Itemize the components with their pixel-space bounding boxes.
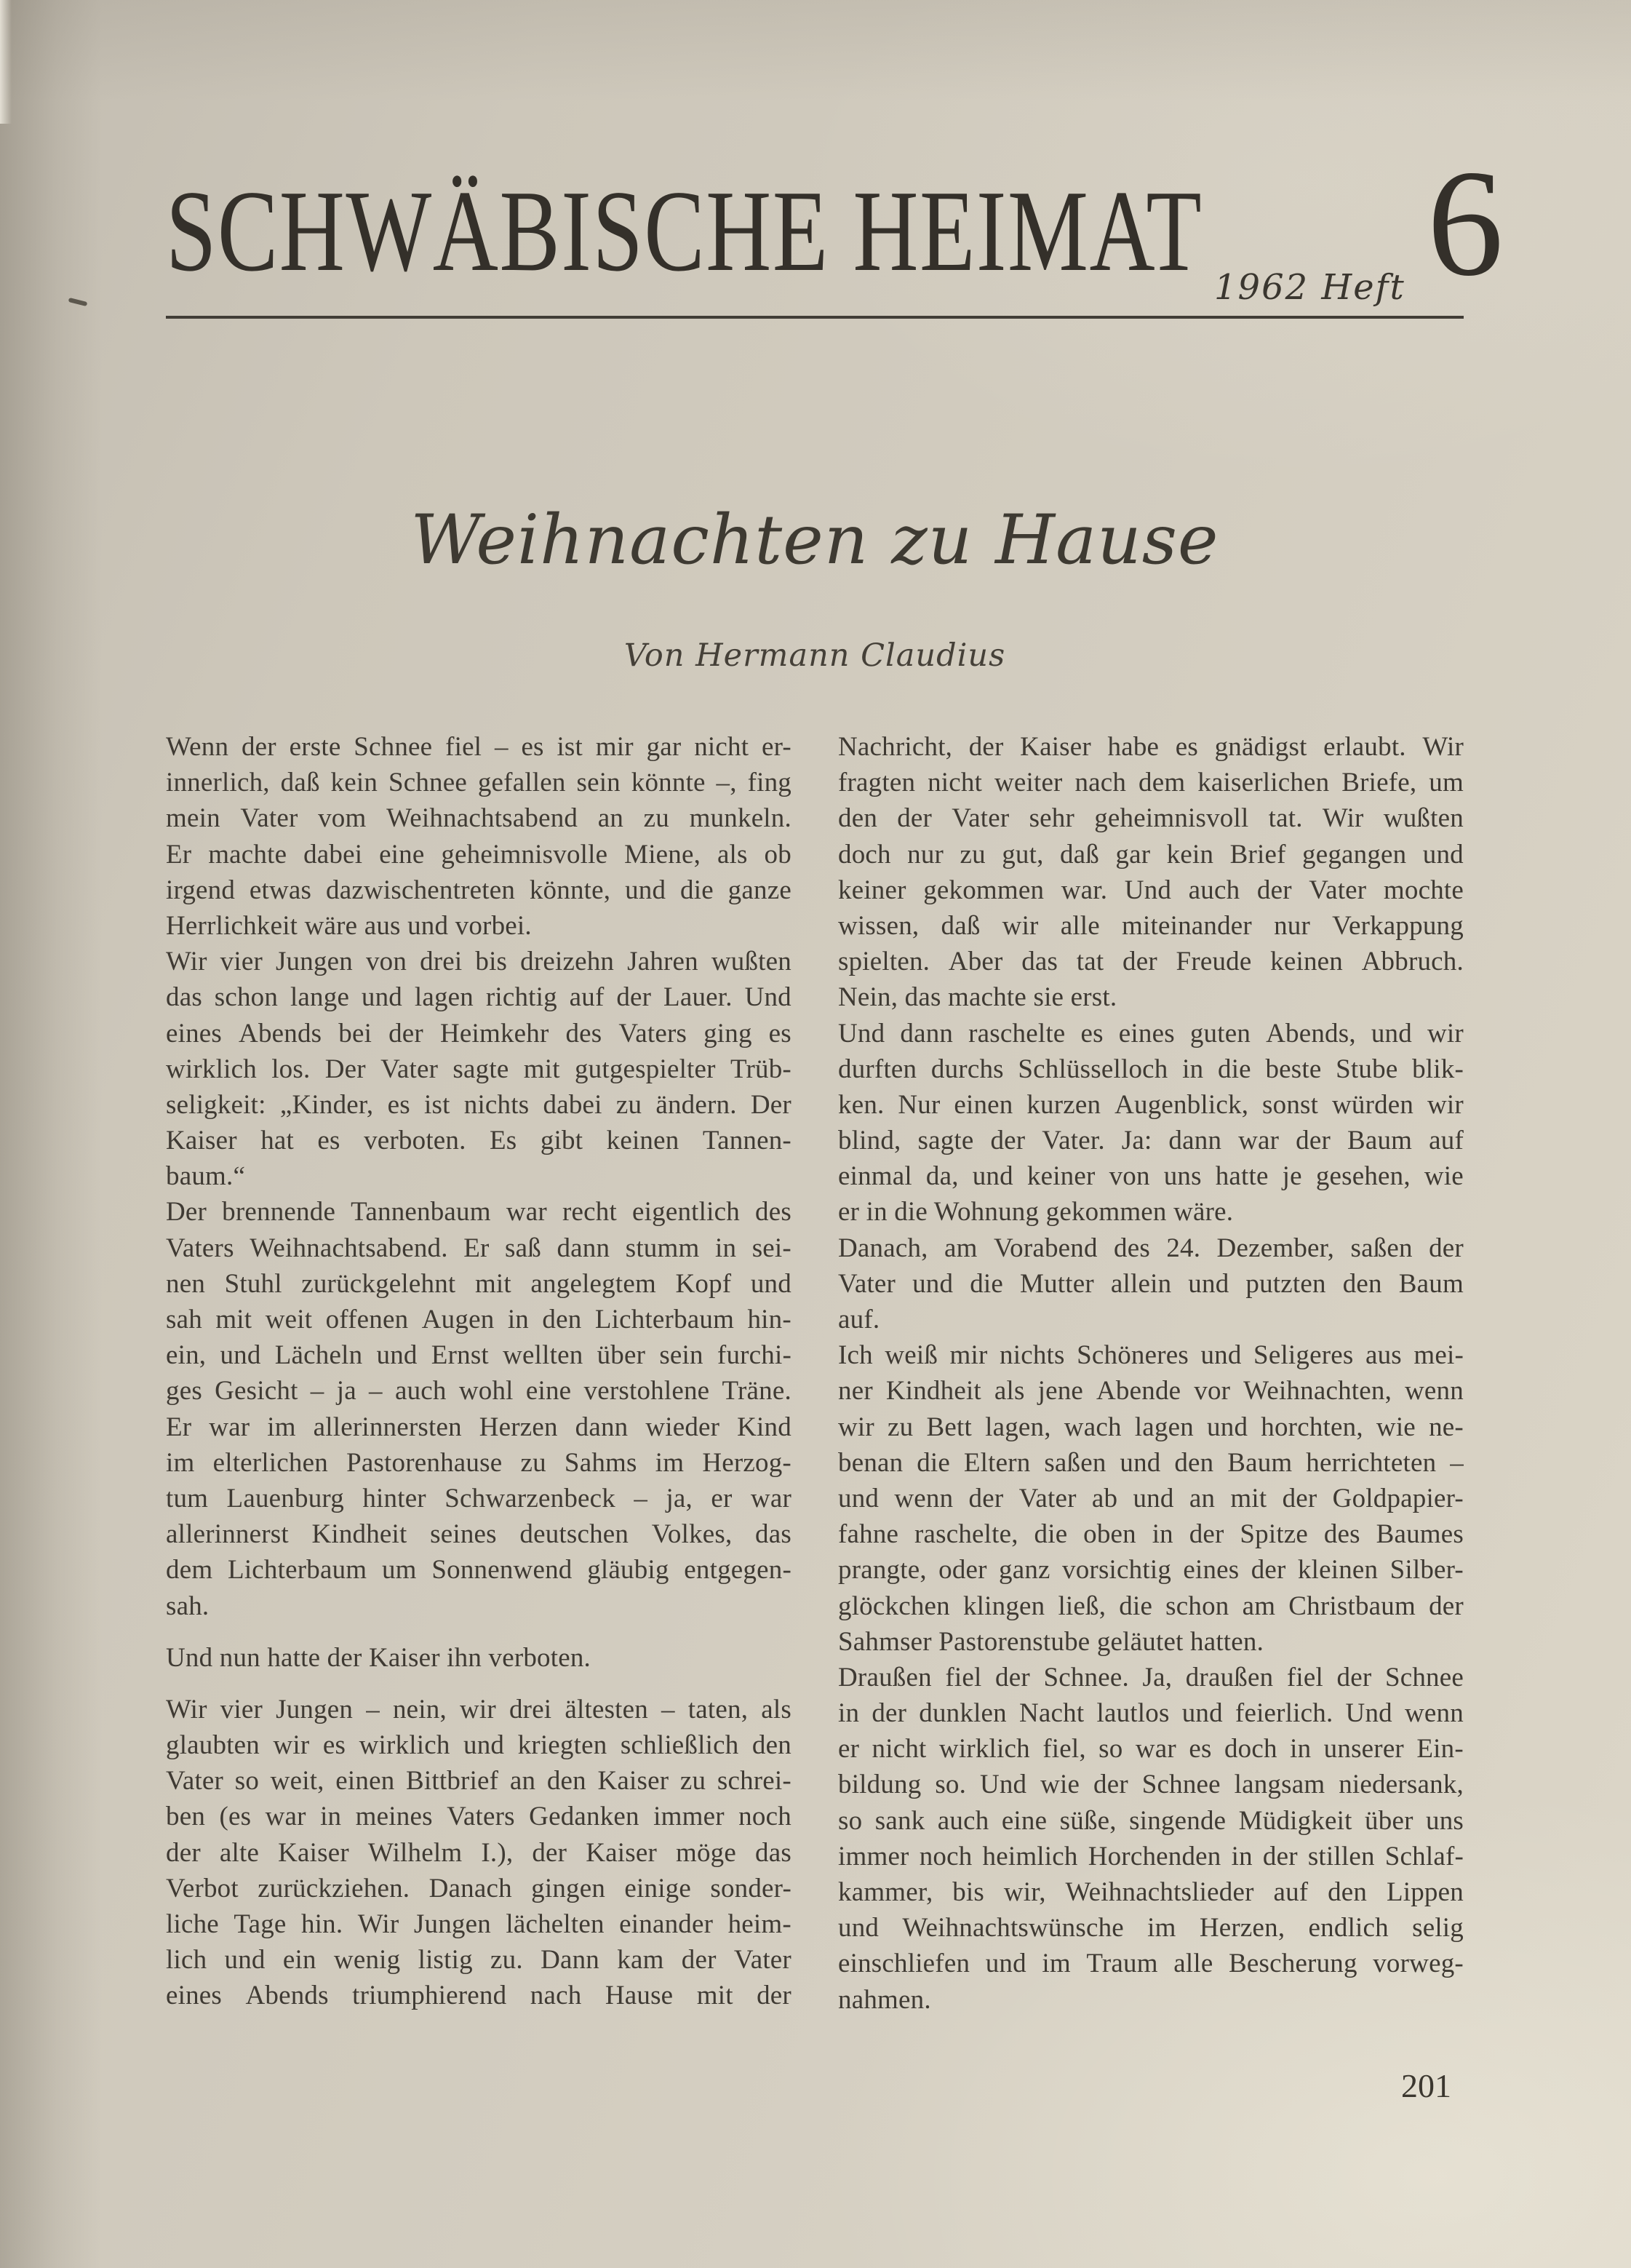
text-line: fahne raschelte, die oben in der Spitze des Baumes: [838, 1519, 1464, 1550]
text-line: Er machte dabei eine geheimnisvolle Miene, als ob: [166, 839, 791, 870]
text-line: das schon lange und lagen richtig auf der Lauer. Und: [166, 982, 791, 1013]
text-line: tum Lauenburg hinter Schwarzenbeck – ja, er war: [166, 1483, 791, 1513]
magazine-title: SCHWÄBISCHE HEIMAT: [166, 166, 1203, 295]
text-line: blind, sagte der Vater. Ja: dann war der Baum auf: [838, 1126, 1464, 1156]
text-line: so sank auch eine süße, singende Müdigkeit über uns: [838, 1805, 1464, 1836]
paragraph: [166, 1692, 791, 2014]
paragraph: [166, 1640, 791, 1676]
text-line: wir zu Bett lagen, wach lagen und horchten, wie ne-: [838, 1412, 1464, 1442]
column-left: [166, 729, 791, 2014]
text-line: prangte, oder ganz vorsichtig eines der kleinen Silber-: [838, 1555, 1464, 1585]
text-line: sah.: [166, 1591, 210, 1621]
text-line: Draußen fiel der Schnee. Ja, draußen fiel der Schnee: [838, 1662, 1464, 1692]
text-line: Herrlichkeit wäre aus und vorbei.: [166, 910, 532, 941]
masthead-divider-rule: [166, 316, 1464, 319]
text-line: benan die Eltern saßen und den Baum herrichteten –: [838, 1447, 1464, 1478]
text-line: nahmen.: [838, 1984, 931, 2015]
text-line: durften durchs Schlüsselloch in die beste Stube blik-: [838, 1054, 1464, 1084]
text-line: Danach, am Vorabend des 24. Dezember, saßen der: [838, 1233, 1464, 1263]
text-line: Wir vier Jungen von drei bis dreizehn Jahren wußten: [166, 947, 791, 977]
text-line: fragten nicht weiter nach dem kaiserlichen Briefe, um: [838, 768, 1464, 798]
text-line: kammer, bis wir, Weihnachtslieder auf den Lippen: [838, 1877, 1464, 1907]
text-line: Und dann raschelte es eines guten Abends, und wir: [838, 1018, 1464, 1049]
text-line: er in die Wohnung gekommen wäre.: [838, 1197, 1234, 1227]
text-line: liche Tage hin. Wir Jungen lächelten einander heim-: [166, 1909, 791, 1939]
text-line: Er war im allerinnersten Herzen dann wieder Kind: [166, 1412, 791, 1442]
text-line: ein, und Lächeln und Ernst wellten über sein furchi-: [166, 1340, 791, 1371]
text-line: in der dunklen Nacht lautlos und feierlich. Und wenn: [838, 1698, 1464, 1729]
text-line: Ich weiß mir nichts Schöneres und Seligeres aus mei-: [838, 1340, 1464, 1371]
text-line: doch nur zu gut, daß gar kein Brief gegangen und: [838, 839, 1464, 870]
text-line: glöckchen klingen ließ, die schon am Christbaum der: [838, 1591, 1464, 1621]
paragraph: [166, 729, 791, 944]
text-line: Vater und die Mutter allein und putzten den Baum: [838, 1268, 1464, 1299]
text-line: mein Vater vom Weihnachtsabend an zu munkeln.: [166, 803, 791, 834]
masthead-year-issue-label: 1962 Heft: [1214, 267, 1405, 308]
text-line: Nachricht, der Kaiser habe es gnädigst erlaubt. Wir: [838, 732, 1464, 762]
text-line: Wenn der erste Schnee fiel – es ist mir gar nicht er-: [166, 732, 791, 762]
text-line: sah mit weit offenen Augen in den Lichterbaum hin-: [166, 1305, 791, 1334]
masthead-title-wrap: [166, 166, 1210, 295]
masthead-issue-number: 6: [1427, 139, 1504, 308]
text-line: immer noch heimlich Horchenden in der stillen Schlaf-: [838, 1841, 1464, 1871]
text-line: Und nun hatte der Kaiser ihn verboten.: [166, 1642, 591, 1673]
text-line: im elterlichen Pastorenhause zu Sahms im Herzog-: [166, 1447, 791, 1478]
text-line: ken. Nur einen kurzen Augenblick, sonst würden wir: [838, 1089, 1464, 1120]
text-line: Verbot zurückziehen. Danach gingen einige sonder-: [166, 1873, 791, 1903]
text-line: seligkeit: „Kinder, es ist nichts dabei zu ändern. Der: [166, 1089, 791, 1120]
paragraph: [838, 1016, 1464, 1230]
text-line: und Weihnachtswünsche im Herzen, endlich selig: [838, 1913, 1464, 1943]
text-line: Vater so weit, einen Bittbrief an den Kaiser zu schrei-: [166, 1766, 791, 1797]
text-line: Wir vier Jungen – nein, wir drei ältesten – taten, als: [166, 1694, 791, 1724]
text-line: Vaters Weihnachtsabend. Er saß dann stumm in sei-: [166, 1233, 791, 1263]
page-left-shadow: [0, 0, 102, 2268]
page-number: 201: [1401, 2067, 1451, 2104]
text-line: er nicht wirklich fiel, so war es doch in unserer Ein-: [838, 1734, 1464, 1764]
paragraph: [838, 1230, 1464, 1338]
text-line: allerinnerst Kindheit seines deutschen Volkes, das: [166, 1519, 791, 1550]
text-line: Sahmser Pastorenstube geläutet hatten.: [838, 1626, 1264, 1657]
text-line: wissen, daß wir alle miteinander nur Verkappung: [838, 910, 1464, 941]
text-line: irgend etwas dazwischentreten könnte, und die ganze: [166, 875, 791, 905]
article-byline: Von Hermann Claudius: [623, 637, 1006, 674]
text-line: einmal da, und keiner von uns hatte je gesehen, wie: [838, 1161, 1464, 1192]
text-line: einschliefen und im Traum alle Bescherung vorweg-: [838, 1949, 1464, 1979]
paragraph: [838, 1337, 1464, 1660]
text-line: Der brennende Tannenbaum war recht eigentlich des: [166, 1197, 791, 1227]
text-line: auf.: [838, 1305, 880, 1334]
masthead: [166, 139, 1504, 308]
paragraph: [838, 729, 1464, 1016]
text-line: ner Kindheit als jene Abende vor Weihnachten, wenn: [838, 1376, 1464, 1406]
text-line: Kaiser hat es verboten. Es gibt keinen Tannen-: [166, 1126, 791, 1156]
paragraph: [166, 1194, 791, 1623]
page-corner-highlight: [0, 0, 12, 124]
text-line: eines Abends bei der Heimkehr des Vaters ging es: [166, 1018, 791, 1049]
text-line: der alte Kaiser Wilhelm I.), der Kaiser möge das: [166, 1837, 791, 1868]
text-line: dem Lichterbaum um Sonnenwend gläubig entgegen-: [166, 1555, 791, 1585]
text-line: keiner gekommen war. Und auch der Vater mochte: [838, 875, 1464, 905]
text-line: ges Gesicht – ja – auch wohl eine verstohlene Träne.: [166, 1376, 791, 1406]
article-title: Weihnachten zu Hause: [410, 501, 1219, 580]
text-line: und wenn der Vater ab und an mit der Goldpapier-: [838, 1483, 1464, 1513]
paragraph: [166, 944, 791, 1194]
text-line: wirklich los. Der Vater sagte mit gutgespielter Trüb-: [166, 1054, 791, 1084]
text-line: innerlich, daß kein Schnee gefallen sein könnte –, fing: [166, 768, 791, 798]
text-line: nen Stuhl zurückgelehnt mit angelegtem Kopf und: [166, 1268, 791, 1299]
text-line: eines Abends triumphierend nach Hause mit der: [166, 1981, 791, 2011]
text-line: glaubten wir es wirklich und kriegten schließlich den: [166, 1730, 791, 1761]
text-line: ben (es war in meines Vaters Gedanken immer noch: [166, 1802, 791, 1832]
text-line: baum.“: [166, 1161, 246, 1192]
column-right: [838, 729, 1464, 2018]
paragraph: [838, 1660, 1464, 2018]
page-top-shadow: [0, 0, 1631, 102]
text-line: spielten. Aber das tat der Freude keinen Abbruch.: [838, 947, 1464, 977]
text-line: bildung so. Und wie der Schnee langsam niedersank,: [838, 1770, 1464, 1800]
text-line: den der Vater sehr geheimnisvoll tat. Wir wußten: [838, 803, 1464, 834]
text-line: lich und ein wenig listig zu. Dann kam der Vater: [166, 1945, 791, 1975]
text-line: Nein, das machte sie erst.: [838, 982, 1117, 1013]
